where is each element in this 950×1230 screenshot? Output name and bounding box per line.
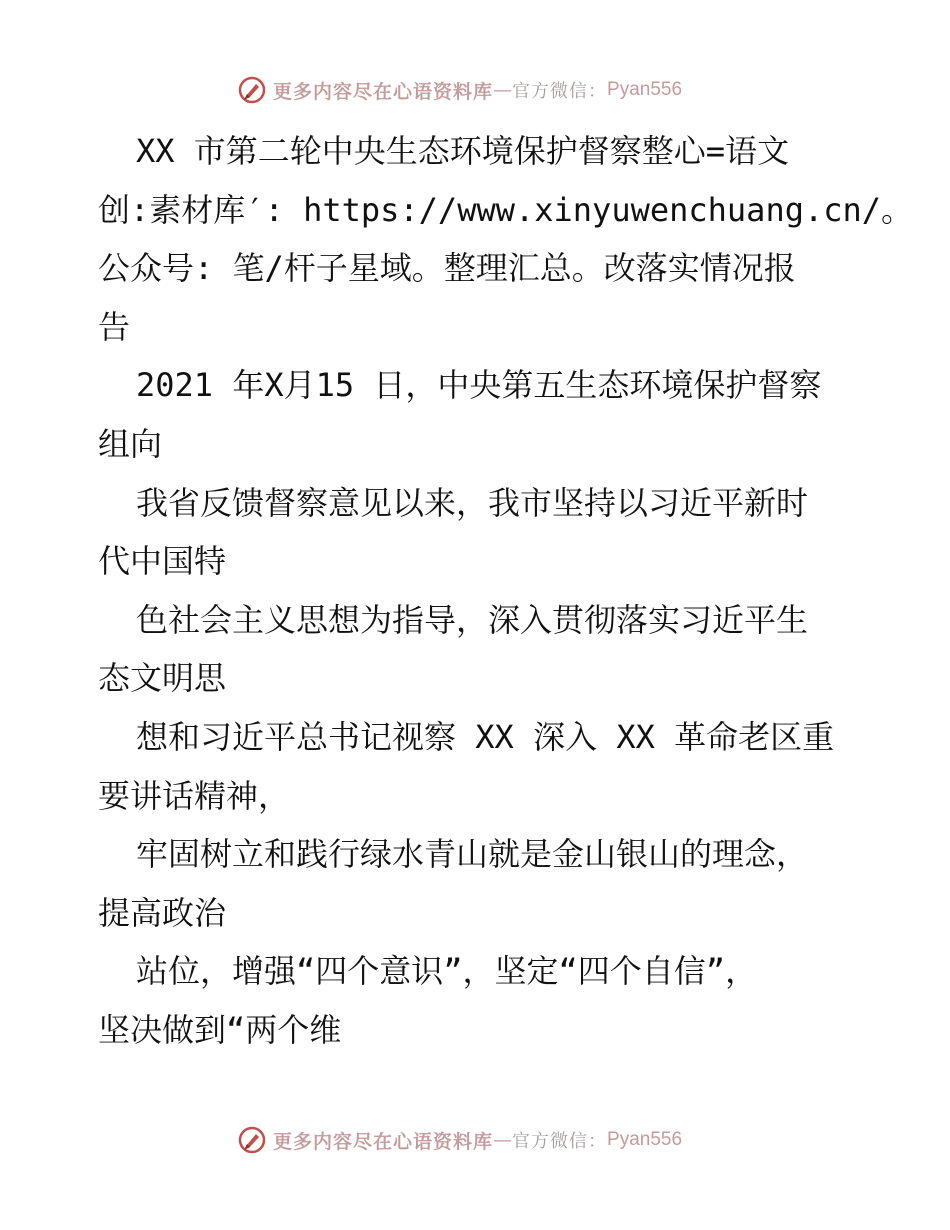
watermark-dash: —: [493, 1129, 513, 1151]
watermark-wechat-label: 官方微信：: [512, 81, 608, 102]
text-line: 告: [98, 307, 131, 346]
text-line: 要讲话精神，: [98, 776, 291, 815]
text-line: 创:素材库′: https://www.xinyuwenchuang.cn/。: [98, 190, 914, 229]
text-line: 2021 年X月15 日，中央第五生态环境保护督察: [136, 366, 822, 405]
text-line: 牢固树立和践行绿水青山就是金山银山的理念，: [136, 835, 809, 874]
pen-logo-icon: [237, 1125, 267, 1155]
watermark-brand: 更多内容尽在心语资料库: [273, 80, 494, 103]
watermark-wechat-label: 官方微信：: [512, 1131, 608, 1152]
text-line: 站位，增强“四个意识”，坚定“四个自信”，: [136, 952, 758, 991]
text-line: 公众号: 笔/杆子星域。整理汇总。改落实情况报: [98, 249, 796, 288]
watermark-wechat-id: Pyan556: [607, 79, 683, 100]
footer-watermark: [237, 1122, 682, 1158]
text-line: 色社会主义思想为指导，深入贯彻落实习近平生: [136, 600, 809, 639]
watermark-dash: —: [493, 79, 513, 101]
text-line: 提高政治: [98, 893, 227, 932]
document-body: [98, 122, 914, 1060]
header-watermark: [237, 72, 682, 108]
text-line: XX 市第二轮中央生态环境保护督察整心=语文: [136, 132, 790, 170]
text-line: 坚决做到“两个维: [98, 1010, 342, 1049]
text-line: 态文明思: [98, 659, 227, 698]
text-line: 我省反馈督察意见以来，我市坚持以习近平新时: [136, 483, 809, 522]
text-line: 组向: [98, 424, 163, 463]
watermark-brand: 更多内容尽在心语资料库: [273, 1130, 494, 1153]
text-line: 代中国特: [98, 542, 227, 581]
text-line: 想和习近平总书记视察 XX 深入 XX 革命老区重: [136, 717, 835, 756]
watermark-wechat-id: Pyan556: [607, 1129, 683, 1150]
pen-logo-icon: [237, 75, 267, 105]
